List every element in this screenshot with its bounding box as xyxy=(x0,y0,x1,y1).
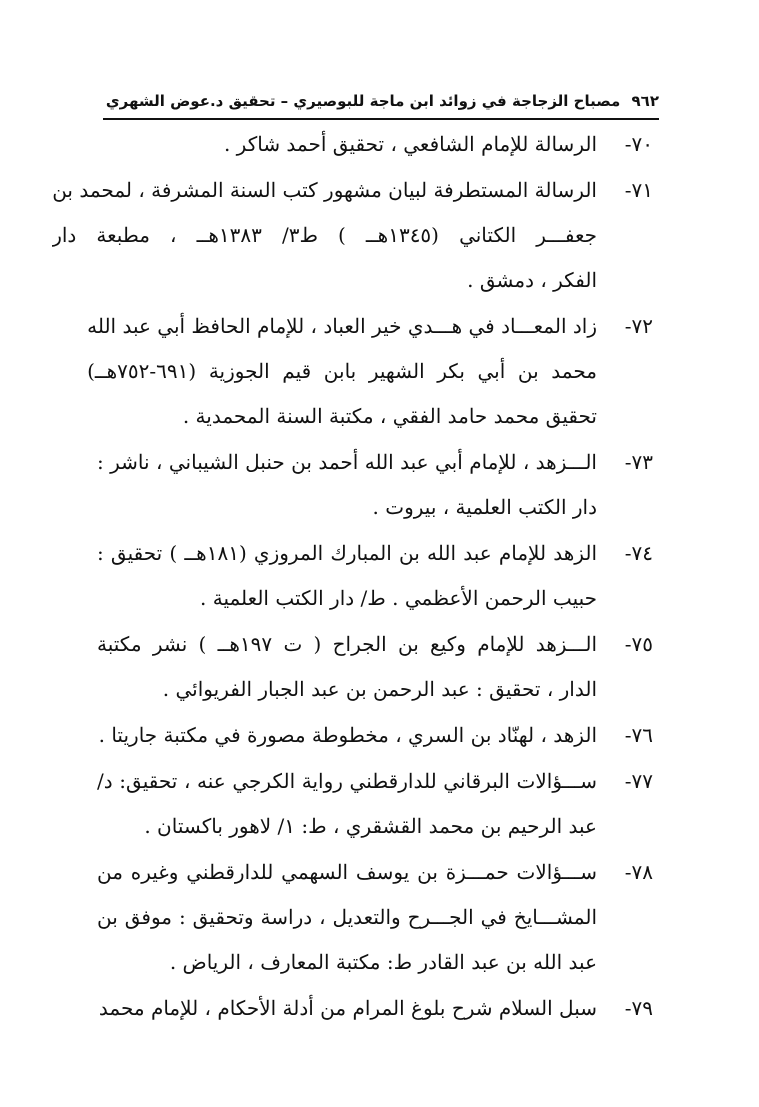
entry-text xyxy=(97,440,597,530)
bibliography-entry xyxy=(97,986,653,1031)
entry-line: تحقيق محمد حامد الفقي ، مكتبة السنة المحمدية . xyxy=(182,404,597,428)
entry-line: الدار ، تحقيق : عبد الرحمن بن عبد الجبار الفريوائي . xyxy=(162,677,597,701)
entry-text xyxy=(97,850,597,985)
bibliography-list xyxy=(52,122,653,1032)
entry-line: الرسالة للإمام الشافعي ، تحقيق أحمد شاكر . xyxy=(223,132,597,156)
entry-line: زاد المعـــاد في هـــدي خير العباد ، للإمام الحافظ أبي عبد الله xyxy=(87,314,597,338)
entry-text xyxy=(97,531,597,621)
entry-line: الزهد ، لهنّاد بن السري ، مخطوطة مصورة في مكتبة جاريتا . xyxy=(98,723,597,747)
entry-text xyxy=(97,986,597,1031)
bibliography-entry xyxy=(97,622,653,712)
entry-text xyxy=(97,759,597,849)
bibliography-entry xyxy=(97,850,653,985)
bibliography-entry xyxy=(97,122,653,167)
entry-number: ٧٢- xyxy=(624,314,653,338)
entry-number: ٧٨- xyxy=(624,860,653,884)
entry-line: سبل السلام شرح بلوغ المرام من أدلة الأحكام ، للإمام محمد xyxy=(98,996,597,1020)
entry-number: ٧١- xyxy=(624,178,653,202)
bibliography-entry xyxy=(97,531,653,621)
entry-line: حبيب الرحمن الأعظمي . ط/ دار الكتب العلمية . xyxy=(200,586,597,610)
entry-line: الـــزهد للإمام وكيع بن الجراح ( ت ١٩٧هــ ) نشر مكتبة xyxy=(97,632,597,656)
entry-line: عبد الله بن عبد القادر ط: مكتبة المعارف ، الرياض . xyxy=(169,950,597,974)
entry-text xyxy=(97,122,597,167)
entry-text xyxy=(97,622,597,712)
running-title: مصباح الزجاجة في زوائد ابن ماجة للبوصيري – تحقيق د.عوض الشهري xyxy=(105,92,621,110)
entry-text xyxy=(87,304,597,439)
entry-line: ســـؤالات حمـــزة بن يوسف السهمي للدارقطني وغيره من xyxy=(97,860,597,884)
entry-number: ٧٩- xyxy=(624,996,653,1020)
entry-line: محمد بن أبي بكر الشهير بابن قيم الجوزية (٦٩١-٧٥٢هــ) xyxy=(87,359,597,383)
entry-line: الزهد للإمام عبد الله بن المبارك المروزي (١٨١هــ ) تحقيق : xyxy=(97,541,597,565)
entry-line: عبد الرحيم بن محمد القشقري ، ط: ١/ لاهور باكستان . xyxy=(144,814,597,838)
entry-number: ٧٧- xyxy=(624,769,653,793)
entry-text xyxy=(97,713,597,758)
entry-number: ٧٥- xyxy=(624,632,653,656)
bibliography-entry xyxy=(52,168,653,303)
entry-line: المشـــايخ في الجـــرح والتعديل ، دراسة وتحقيق : موفق بن xyxy=(97,905,597,929)
entry-text xyxy=(52,168,597,303)
entry-number: ٧٤- xyxy=(624,541,653,565)
bibliography-entry xyxy=(97,759,653,849)
entry-number: ٧٠- xyxy=(624,132,653,156)
entry-number: ٧٦- xyxy=(624,723,653,747)
entry-line: جعفـــر الكتاني (١٣٤٥هــ ) ط٣/ ١٣٨٣هــ ، مطبعة دار xyxy=(52,223,597,247)
entry-line: الـــزهد ، للإمام أبي عبد الله أحمد بن حنبل الشيباني ، ناشر : xyxy=(97,450,597,474)
running-header xyxy=(103,84,659,120)
entry-line: دار الكتب العلمية ، بيروت . xyxy=(372,495,597,519)
bibliography-entry xyxy=(97,440,653,530)
entry-line: الفكر ، دمشق . xyxy=(467,268,597,292)
entry-number: ٧٣- xyxy=(624,450,653,474)
entry-line: ســـؤالات البرقاني للدارقطني رواية الكرجي عنه ، تحقيق: د/ xyxy=(97,769,597,793)
bibliography-entry xyxy=(97,713,653,758)
bibliography-entry xyxy=(87,304,653,439)
page-number: ٩٦٢ xyxy=(631,92,659,110)
entry-line: الرسالة المستطرفة لبيان مشهور كتب السنة المشرفة ، لمحمد بن xyxy=(52,178,597,202)
